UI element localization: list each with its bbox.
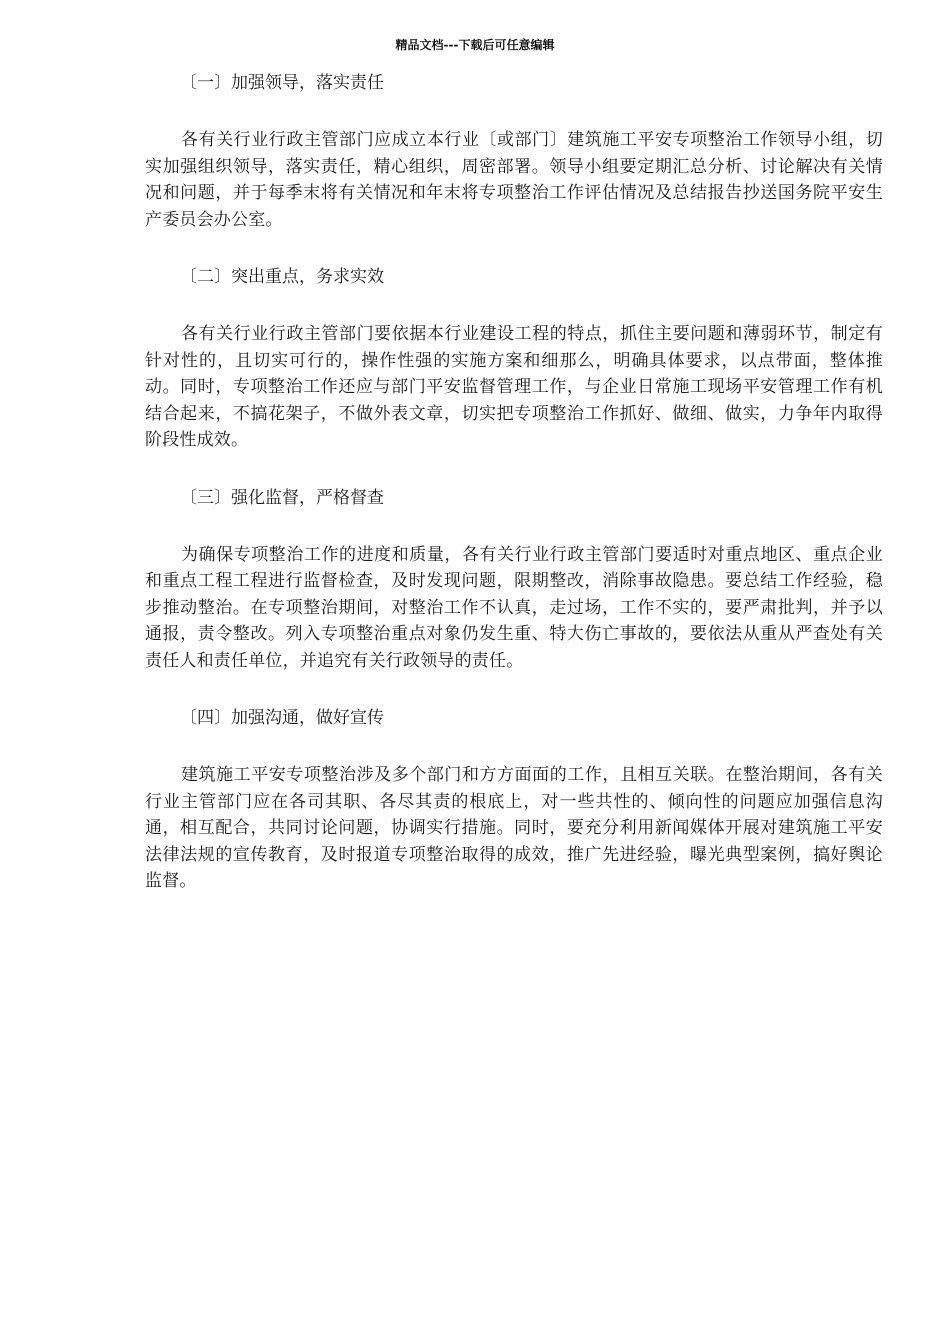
section-3 bbox=[145, 485, 883, 675]
section-heading: 〔三〕强化监督，严格督查 bbox=[180, 487, 384, 508]
page-header: 精品文档---下载后可任意编辑 bbox=[395, 38, 555, 52]
section-heading: 〔一〕加强领导，落实责任 bbox=[180, 73, 384, 93]
section-4 bbox=[145, 705, 883, 895]
section-paragraph: 各有关行业行政主管部门要依据本行业建设工程的特点，抓住主要问题和薄弱环节，制定有针对性的，且切实可行的，操作性强的实施方案和细那么，明确具体要求，以点带面，整体推动。同时，专项整治工作还应与部门平安监督管理工作，与企业日常施工现场平安管理工作有机结合起来，不搞花架子，不做外表文章，切实把专项整治工作抓好、做细、做实，力争年内取得阶段性成效。 bbox=[145, 324, 883, 450]
section-paragraph: 建筑施工平安专项整治涉及多个部门和方方面面的工作，且相互关联。在整治期间，各有关行业主管部门应在各司其职、各尽其责的根底上，对一些共性的、倾向性的问题应加强信息沟通，相互配合，共同讨论问题，协调实行措施。同时，要充分利用新闻媒体开展对建筑施工平安法律法规的宣传教育，及时报道专项整治取得的成效，推广先进经验，曝光典型案例，搞好舆论监督。 bbox=[145, 765, 883, 891]
section-paragraph: 各有关行业行政主管部门应成立本行业〔或部门〕建筑施工平安专项整治工作领导小组，切实加强组织领导，落实责任，精心组织，周密部署。领导小组要定期汇总分析、讨论解决有关情况和问题，并于每季末将有关情况和年末将专项整治工作评估情况及总结报告抄送国务院平安生产委员会办公室。 bbox=[145, 130, 883, 230]
section-1 bbox=[145, 70, 883, 233]
section-2 bbox=[145, 264, 883, 454]
section-paragraph: 为确保专项整治工作的进度和质量，各有关行业行政主管部门要适时对重点地区、重点企业和重点工程工程进行监督检查，及时发现问题，限期整改，消除事故隐患。要总结工作经验，稳步推动整治。在专项整治期间，对整治工作不认真，走过场，工作不实的，要严肃批判，并予以通报，责令整改。列入专项整治重点对象仍发生重、特大伤亡事故的，要依法从重从严查处有关责任人和责任单位，并追究有关行政领导的责任。 bbox=[145, 544, 883, 671]
document-body bbox=[145, 70, 883, 926]
section-heading: 〔二〕突出重点，务求实效 bbox=[180, 267, 384, 287]
section-heading: 〔四〕加强沟通，做好宣传 bbox=[180, 708, 384, 728]
